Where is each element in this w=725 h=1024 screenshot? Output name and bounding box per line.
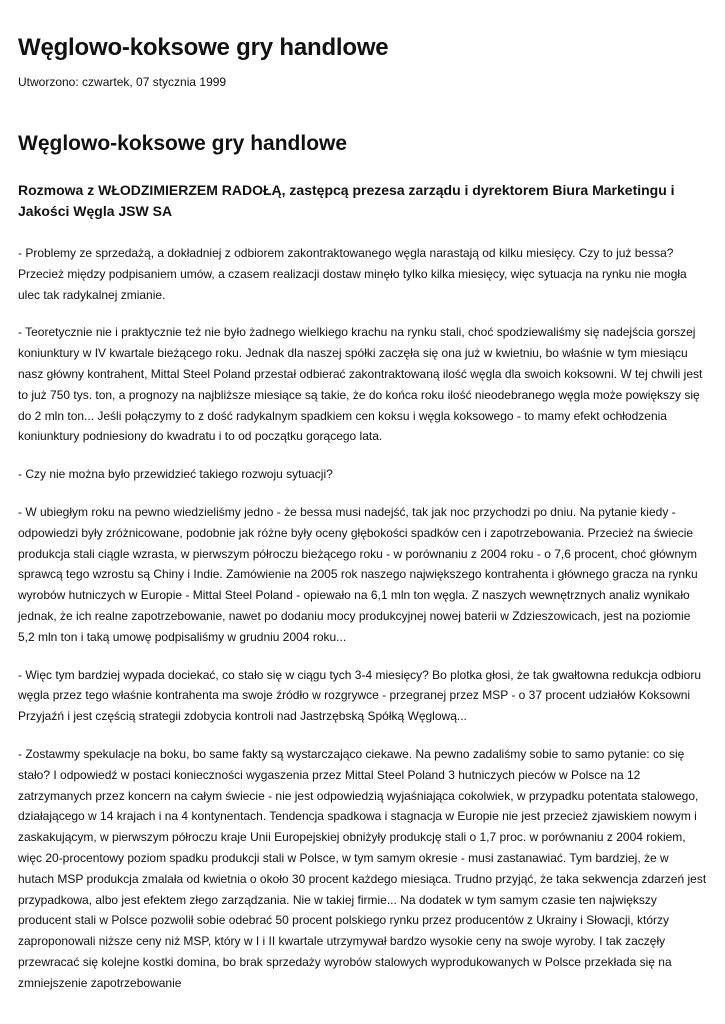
article-paragraph: - Więc tym bardziej wypada dociekać, co stało się w ciągu tych 3-4 miesięcy? Bo plotka głosi, że tak gwałtowna redukcja odbioru węgla przez tego właśnie kontrahenta ma swoje źródło w rozgrywce - przegranej przez MSP - o 37 procent udziałów Koksowni Przyjaźń i jest częścią strategii zdobycia kontroli nad Jastrzębską Spółką Węglową... [18,667,701,724]
article-paragraph: - W ubiegłym roku na pewno wiedzieliśmy jedno - że bessa musi nadejść, tak jak noc przychodzi po dniu. Na pytanie kiedy - odpowiedzi były zróżnicowane, podobnie jak różne były oceny głębokości spadków cen i zapotrzebowania. Przecież na świecie produkcja stali ciągle wzrasta, w pierwszym półroczu bieżącego roku - w porównaniu z 2004 roku - o 7,6 procent, choć głównym sprawcą tego wzrostu są Chiny i Indie. Zamówienie na 2005 rok naszego największego kontrahenta i głównego gracza na rynku wyrobów hutniczych w Europie - Mittal Steel Poland - opiewało na 6,1 mln ton węgla. Z naszych wewnętrznych analiz wynikało jednak, że ich realne zapotrzebowanie, nawet po dodaniu mocy produkcyjnej nowej baterii w Zdzieszowicach, jest na poziomie 5,2 mln ton i taką umowę podpisaliśmy w grudniu 2004 roku... [18,504,698,644]
article-lead: Rozmowa z WŁODZIMIERZEM RADOŁĄ, zastępcą prezesa zarządu i dyrektorem Biura Marketingu i Jakości Węgla JSW SA [18,182,675,219]
article-title: Węglowo-koksowe gry handlowe [18,132,348,155]
document-title: Węglowo-koksowe gry handlowe [18,34,389,61]
article-paragraph: - Teoretycznie nie i praktycznie też nie było żadnego wielkiego krachu na rynku stali, choć spodziewaliśmy się nadejścia gorszej koniunktury w IV kwartale bieżącego roku. Jednak dla naszej spółki zaczęła się ona już w kwietniu, bo właśnie w tym miesiącu nasz główny kontrahent, Mittal Steel Poland przestał odbierać zakontraktowaną ilość węgla dla swoich koksowni. W tej chwili jest to już 750 tys. ton, a prognozy na najbliższe miesiące są takie, że do końca roku ilość nieodebranego węgla może powiększy się do 2 mln ton... Jeśli połączymy to z dość radykalnym spadkiem cen koksu i węgla koksowego - to mamy efekt ochłodzenia koniunktury podniesiony do kwadratu i to od początku gorącego lata. [18,325,703,444]
article-paragraph: - Zostawmy spekulacje na boku, bo same fakty są wystarczająco ciekawe. Na pewno zadaliśmy sobie to samo pytanie: co się stało? I odpowiedź w postaci konieczności wygaszenia przez Mittal Steel Poland 3 hutniczych pieców w Polsce na 12 zatrzymanych przez koncern na całym świecie - nie jest odpowiedzią wyjaśniająca cokolwiek, w przypadku potentata stalowego, działającego w 14 krajach i na 4 kontynentach. Tendencja spadkowa i stagnacja w Europie nie jest przecież zjawiskiem nowym i zaskakującym, w pierwszym półroczu kraje Unii Europejskiej obniżyły produkcję stali o 1,7 proc. w porównaniu z 2004 rokiem, więc 20-procentowy poziom spadku produkcji stali w Polsce, w tym samym okresie - musi zastanawiać. Tym bardziej, że w hutach MSP produkcja zmalała od kwietnia o około 30 procent każdego miesiąca. Trudno przyjąć, że taka sekwencja zdarzeń jest przypadkowa, albo jest efektem złego zarządzania. Nie w takiej firmie... Na dodatek w tym samym czasie ten największy producent stali w Polsce pozwolił sobie odebrać 50 procent polskiego rynku przez producentów z Ukrainy i Słowacji, którzy zaproponowali niższe ceny niż MSP, który w I i II kwartale utrzymywał bardzo wysokie ceny na swoje wyroby. I tak zaczęły przewracać się kolejne kostki domina, bo brak sprzedaży wyrobów stalowych wyprodukowanych w Polsce przekłada się na zmniejszenie zapotrzebowanie [18,746,707,990]
article-paragraph: - Czy nie można było przewidzieć takiego rozwoju sytuacji? [18,467,333,482]
created-date: Utworzono: czwartek, 07 stycznia 1999 [18,75,227,89]
article-paragraph: - Problemy ze sprzedażą, a dokładniej z odbiorem zakontraktowanego węgla narastają od kilku miesięcy. Czy to już bessa? Przecież między podpisaniem umów, a czasem realizacji dostaw minęło tylko kilka miesięcy, więc sytuacja na rynku nie mogła ulec tak radykalnej zmianie. [18,246,687,302]
